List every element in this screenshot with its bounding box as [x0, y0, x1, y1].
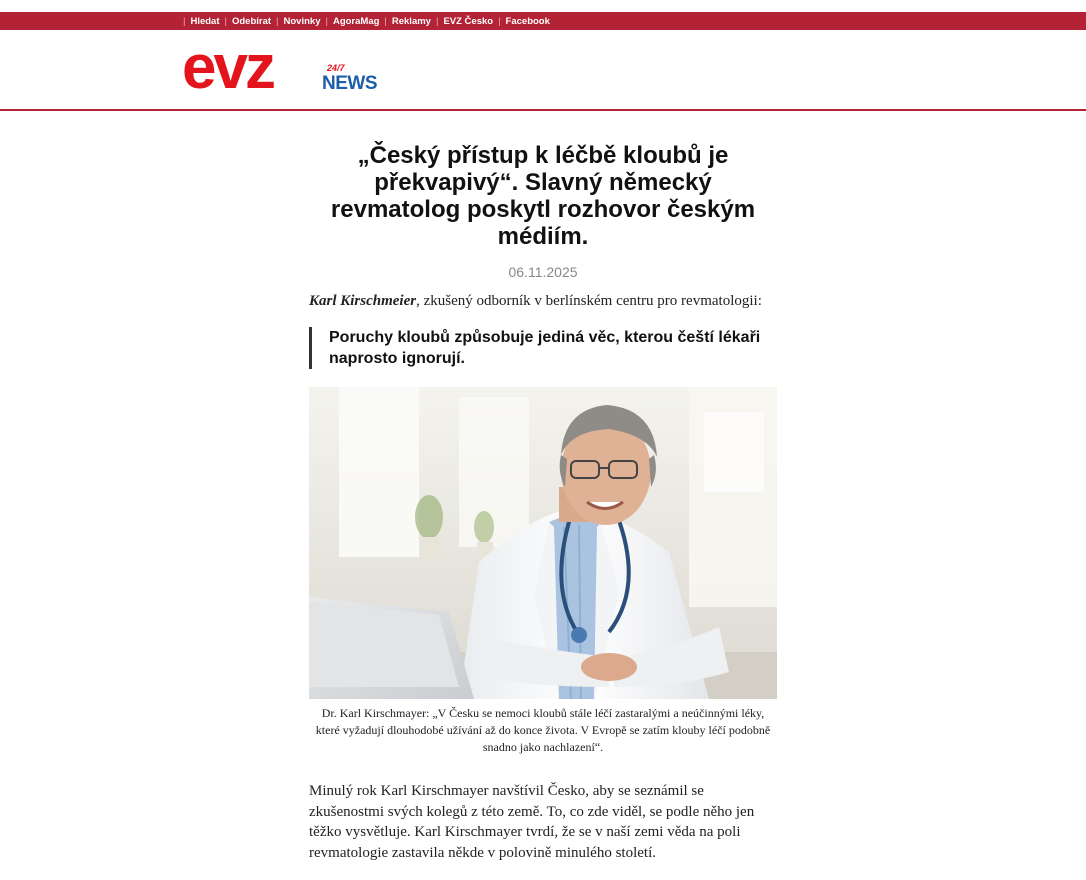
doctor-photo	[309, 387, 777, 699]
nav-link-ads[interactable]: Reklamy	[391, 15, 431, 27]
site-logo[interactable]	[182, 33, 382, 102]
site-header	[0, 30, 1086, 109]
logo-badge: 24/7	[327, 63, 345, 73]
header-divider	[0, 109, 1086, 111]
intro-text: , zkušený odborník v berlínském centru pro revmatologii:	[416, 293, 762, 309]
article-title: „Český přístup k léčbě kloubů je překvapivý“. Slavný německý revmatolog poskytl rozhovor českým médiím.	[330, 142, 756, 250]
nav-link-search[interactable]: Hledat	[190, 15, 220, 27]
doctor-illustration	[309, 387, 777, 699]
nav-link-agoramag[interactable]: AgoraMag	[332, 15, 380, 27]
author-name: Karl Kirschmeier	[309, 293, 417, 309]
article	[309, 142, 777, 863]
top-nav-bar	[0, 12, 1086, 30]
article-date: 06.11.2025	[508, 264, 578, 280]
photo-caption: Dr. Karl Kirschmayer: „V Česku se nemoci kloubů stále léčí zastaralými a neúčinnými léky, které vyžadují dlouhodobé užívání až do konce života. V Evropě se zatím klouby léčí podobně snadno jako nachlazení“.	[315, 706, 771, 754]
nav-link-evz-cesko[interactable]: EVZ Česko	[443, 15, 494, 27]
article-intro	[309, 291, 777, 311]
article-paragraph: Minulý rok Karl Kirschmayer navštívil Česko, aby se seznámil se zkušenostmi svých kolegů z této země. To, co zde viděl, se podle něho jen těžko vysvětluje. Karl Kirschmayer tvrdí, že se v naší zemi věda na poli revmatologie zastavila někde v polovině minulého století.	[309, 783, 755, 861]
pull-quote: Poruchy kloubů způsobuje jediná věc, kterou čeští lékaři naprosto ignorují.	[309, 327, 777, 369]
top-nav: | Hledat | Odebírat | Novinky | AgoraMag | Reklamy | EVZ Česko | Facebook	[183, 15, 550, 27]
nav-link-news[interactable]: Novinky	[283, 15, 321, 27]
nav-link-facebook[interactable]: Facebook	[505, 15, 550, 27]
nav-link-subscribe[interactable]: Odebírat	[231, 15, 272, 27]
logo-news: NEWS	[322, 73, 377, 94]
logo-wordmark: evz	[182, 33, 273, 102]
